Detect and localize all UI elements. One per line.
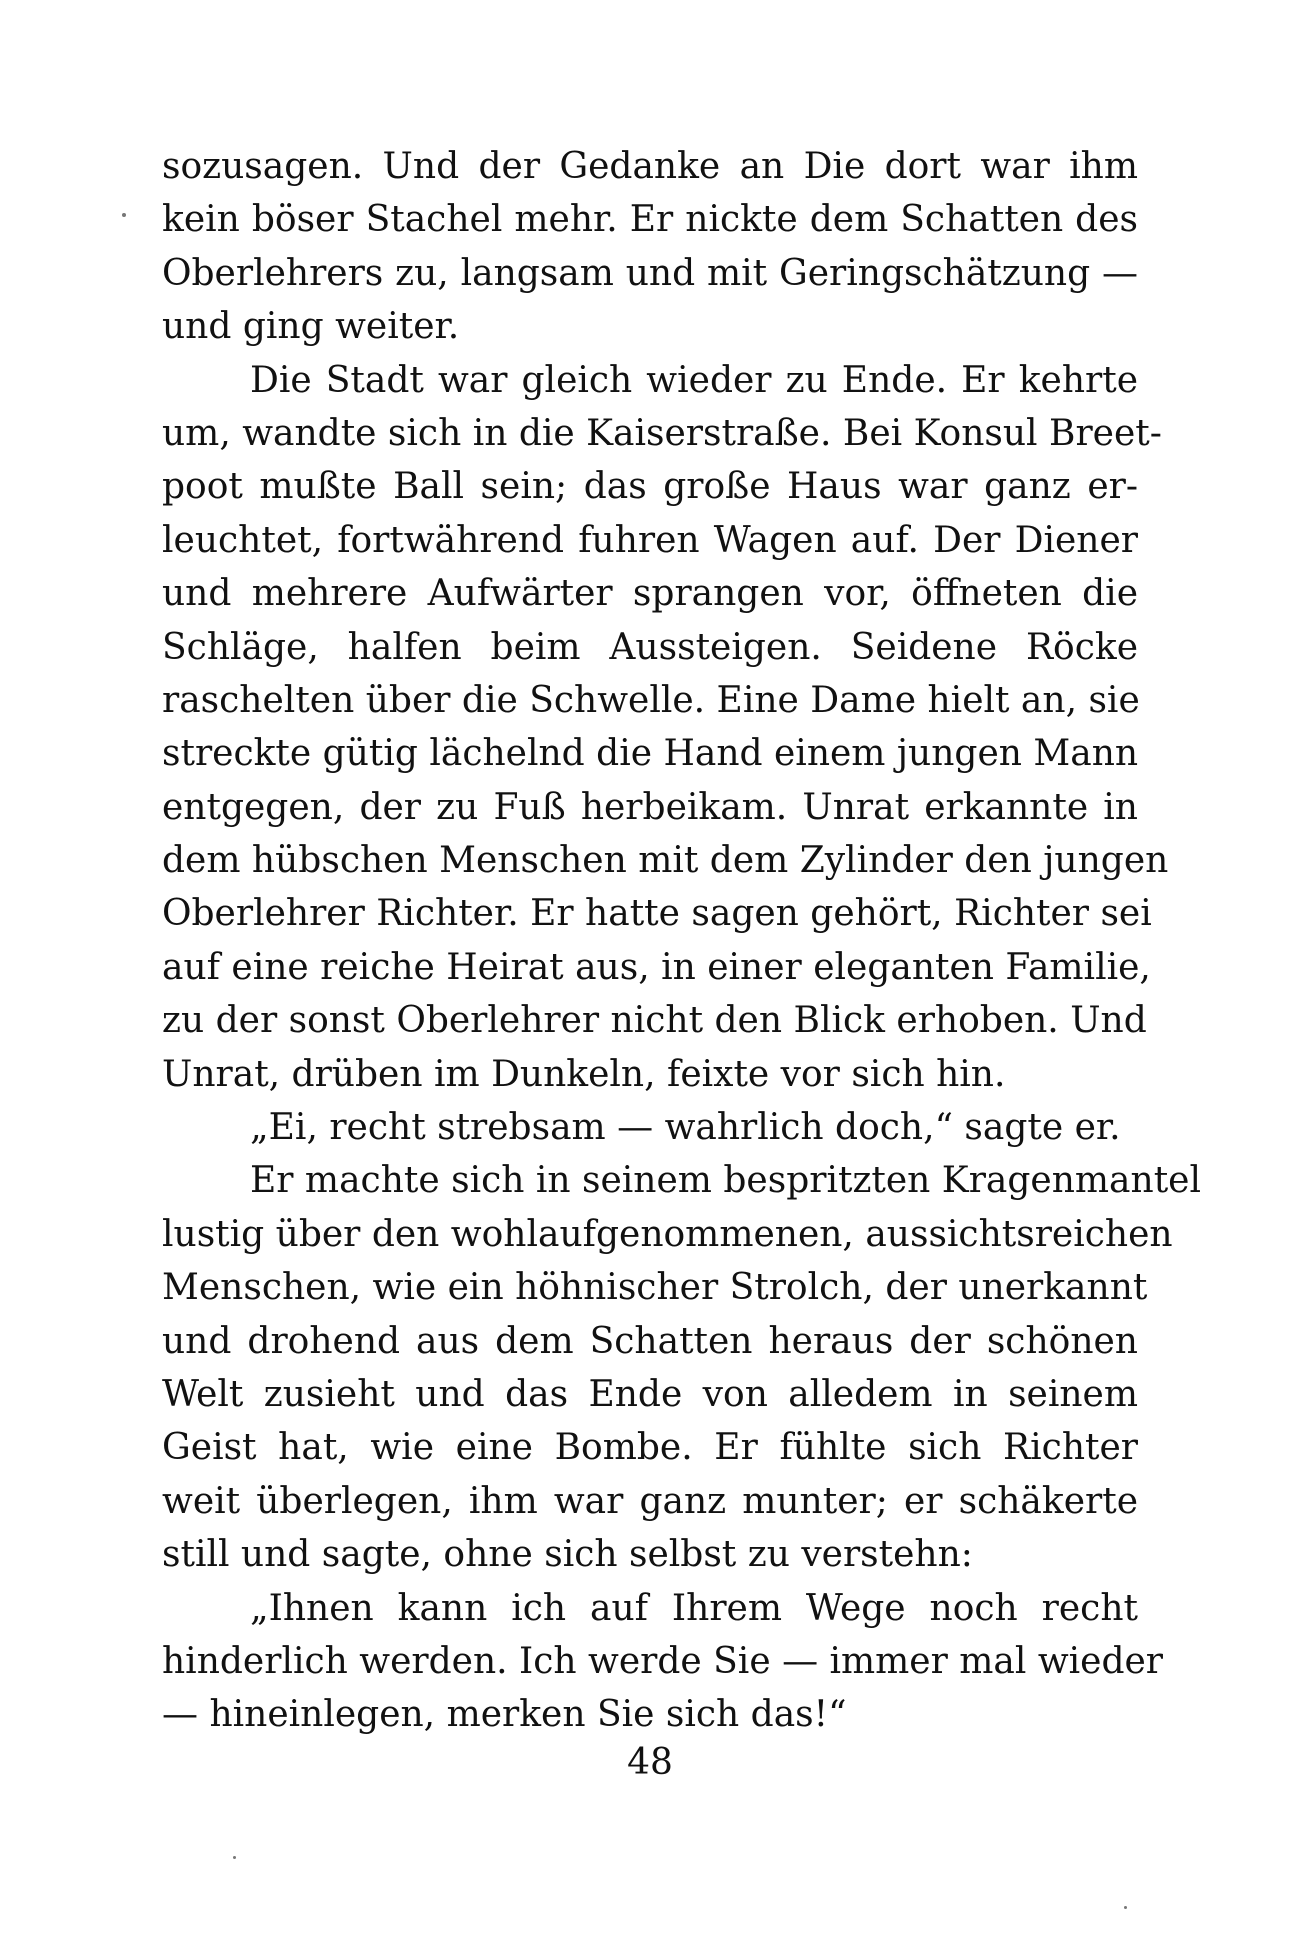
print-speck [122, 213, 126, 217]
text-line: Geist hat, wie eine Bombe. Er fühlte sich Richter [162, 1427, 1138, 1469]
text-line: Schläge, halfen beim Aussteigen. Seidene Röcke [162, 626, 1138, 668]
text-line: Oberlehrer Richter. Er hatte sagen gehört, Richter sei [162, 893, 1152, 935]
text-line: Menschen, wie ein höhnischer Strolch, der unerkannt [162, 1267, 1148, 1309]
text-line: Oberlehrers zu, langsam und mit Geringschätzung — [162, 252, 1138, 294]
text-line: Welt zusieht und das Ende von alledem in seinem [162, 1373, 1138, 1415]
text-line: raschelten über die Schwelle. Eine Dame hielt an, sie [162, 679, 1140, 721]
text-line: und mehrere Aufwärter sprangen vor, öffneten die [162, 573, 1138, 615]
paragraph-start-line: „Ei, recht strebsam — wahrlich doch,“ sagte er. [250, 1107, 1121, 1149]
text-line: auf eine reiche Heirat aus, in einer eleganten Familie, [162, 946, 1151, 988]
text-line: still und sagte, ohne sich selbst zu verstehn: [162, 1534, 973, 1576]
paragraph-start-line: „Ihnen kann ich auf Ihrem Wege noch recht [250, 1587, 1138, 1629]
paragraph-start-line: Die Stadt war gleich wieder zu Ende. Er kehrte [250, 359, 1138, 401]
text-line: und ging weiter. [162, 306, 460, 348]
text-line: leuchtet, fortwährend fuhren Wagen auf. Der Diener [162, 519, 1138, 561]
text-line: — hineinlegen, merken Sie sich das!“ [162, 1694, 847, 1736]
text-line: entgegen, der zu Fuß herbeikam. Unrat erkannte in [162, 786, 1138, 828]
text-line: sozusagen. Und der Gedanke an Die dort war ihm [162, 146, 1138, 187]
text-line: Unrat, drüben im Dunkeln, feixte vor sich hin. [162, 1053, 1006, 1095]
paragraph-start-line: Er machte sich in seinem bespritzten Kragenmantel [250, 1160, 1201, 1202]
text-line: zu der sonst Oberlehrer nicht den Blick erhoben. Und [162, 1000, 1147, 1042]
text-line: lustig über den wohlaufgenommenen, aussichtsreichen [162, 1213, 1173, 1255]
text-line: weit überlegen, ihm war ganz munter; er schäkerte [162, 1480, 1138, 1522]
body-text [162, 140, 1201, 1742]
text-line: dem hübschen Menschen mit dem Zylinder den jungen [162, 840, 1169, 882]
print-speck [1124, 1906, 1127, 1909]
text-line: kein böser Stachel mehr. Er nickte dem Schatten des [162, 199, 1138, 241]
print-speck [233, 1856, 236, 1859]
page-number: 48 [627, 1742, 673, 1783]
text-line: poot mußte Ball sein; das große Haus war ganz er- [162, 466, 1138, 508]
text-line: um, wandte sich in die Kaiserstraße. Bei Konsul Breet- [162, 412, 1162, 454]
text-line: und drohend aus dem Schatten heraus der schönen [162, 1320, 1138, 1362]
text-line: streckte gütig lächelnd die Hand einem jungen Mann [162, 733, 1139, 775]
text-line: hinderlich werden. Ich werde Sie — immer mal wieder [162, 1640, 1164, 1682]
